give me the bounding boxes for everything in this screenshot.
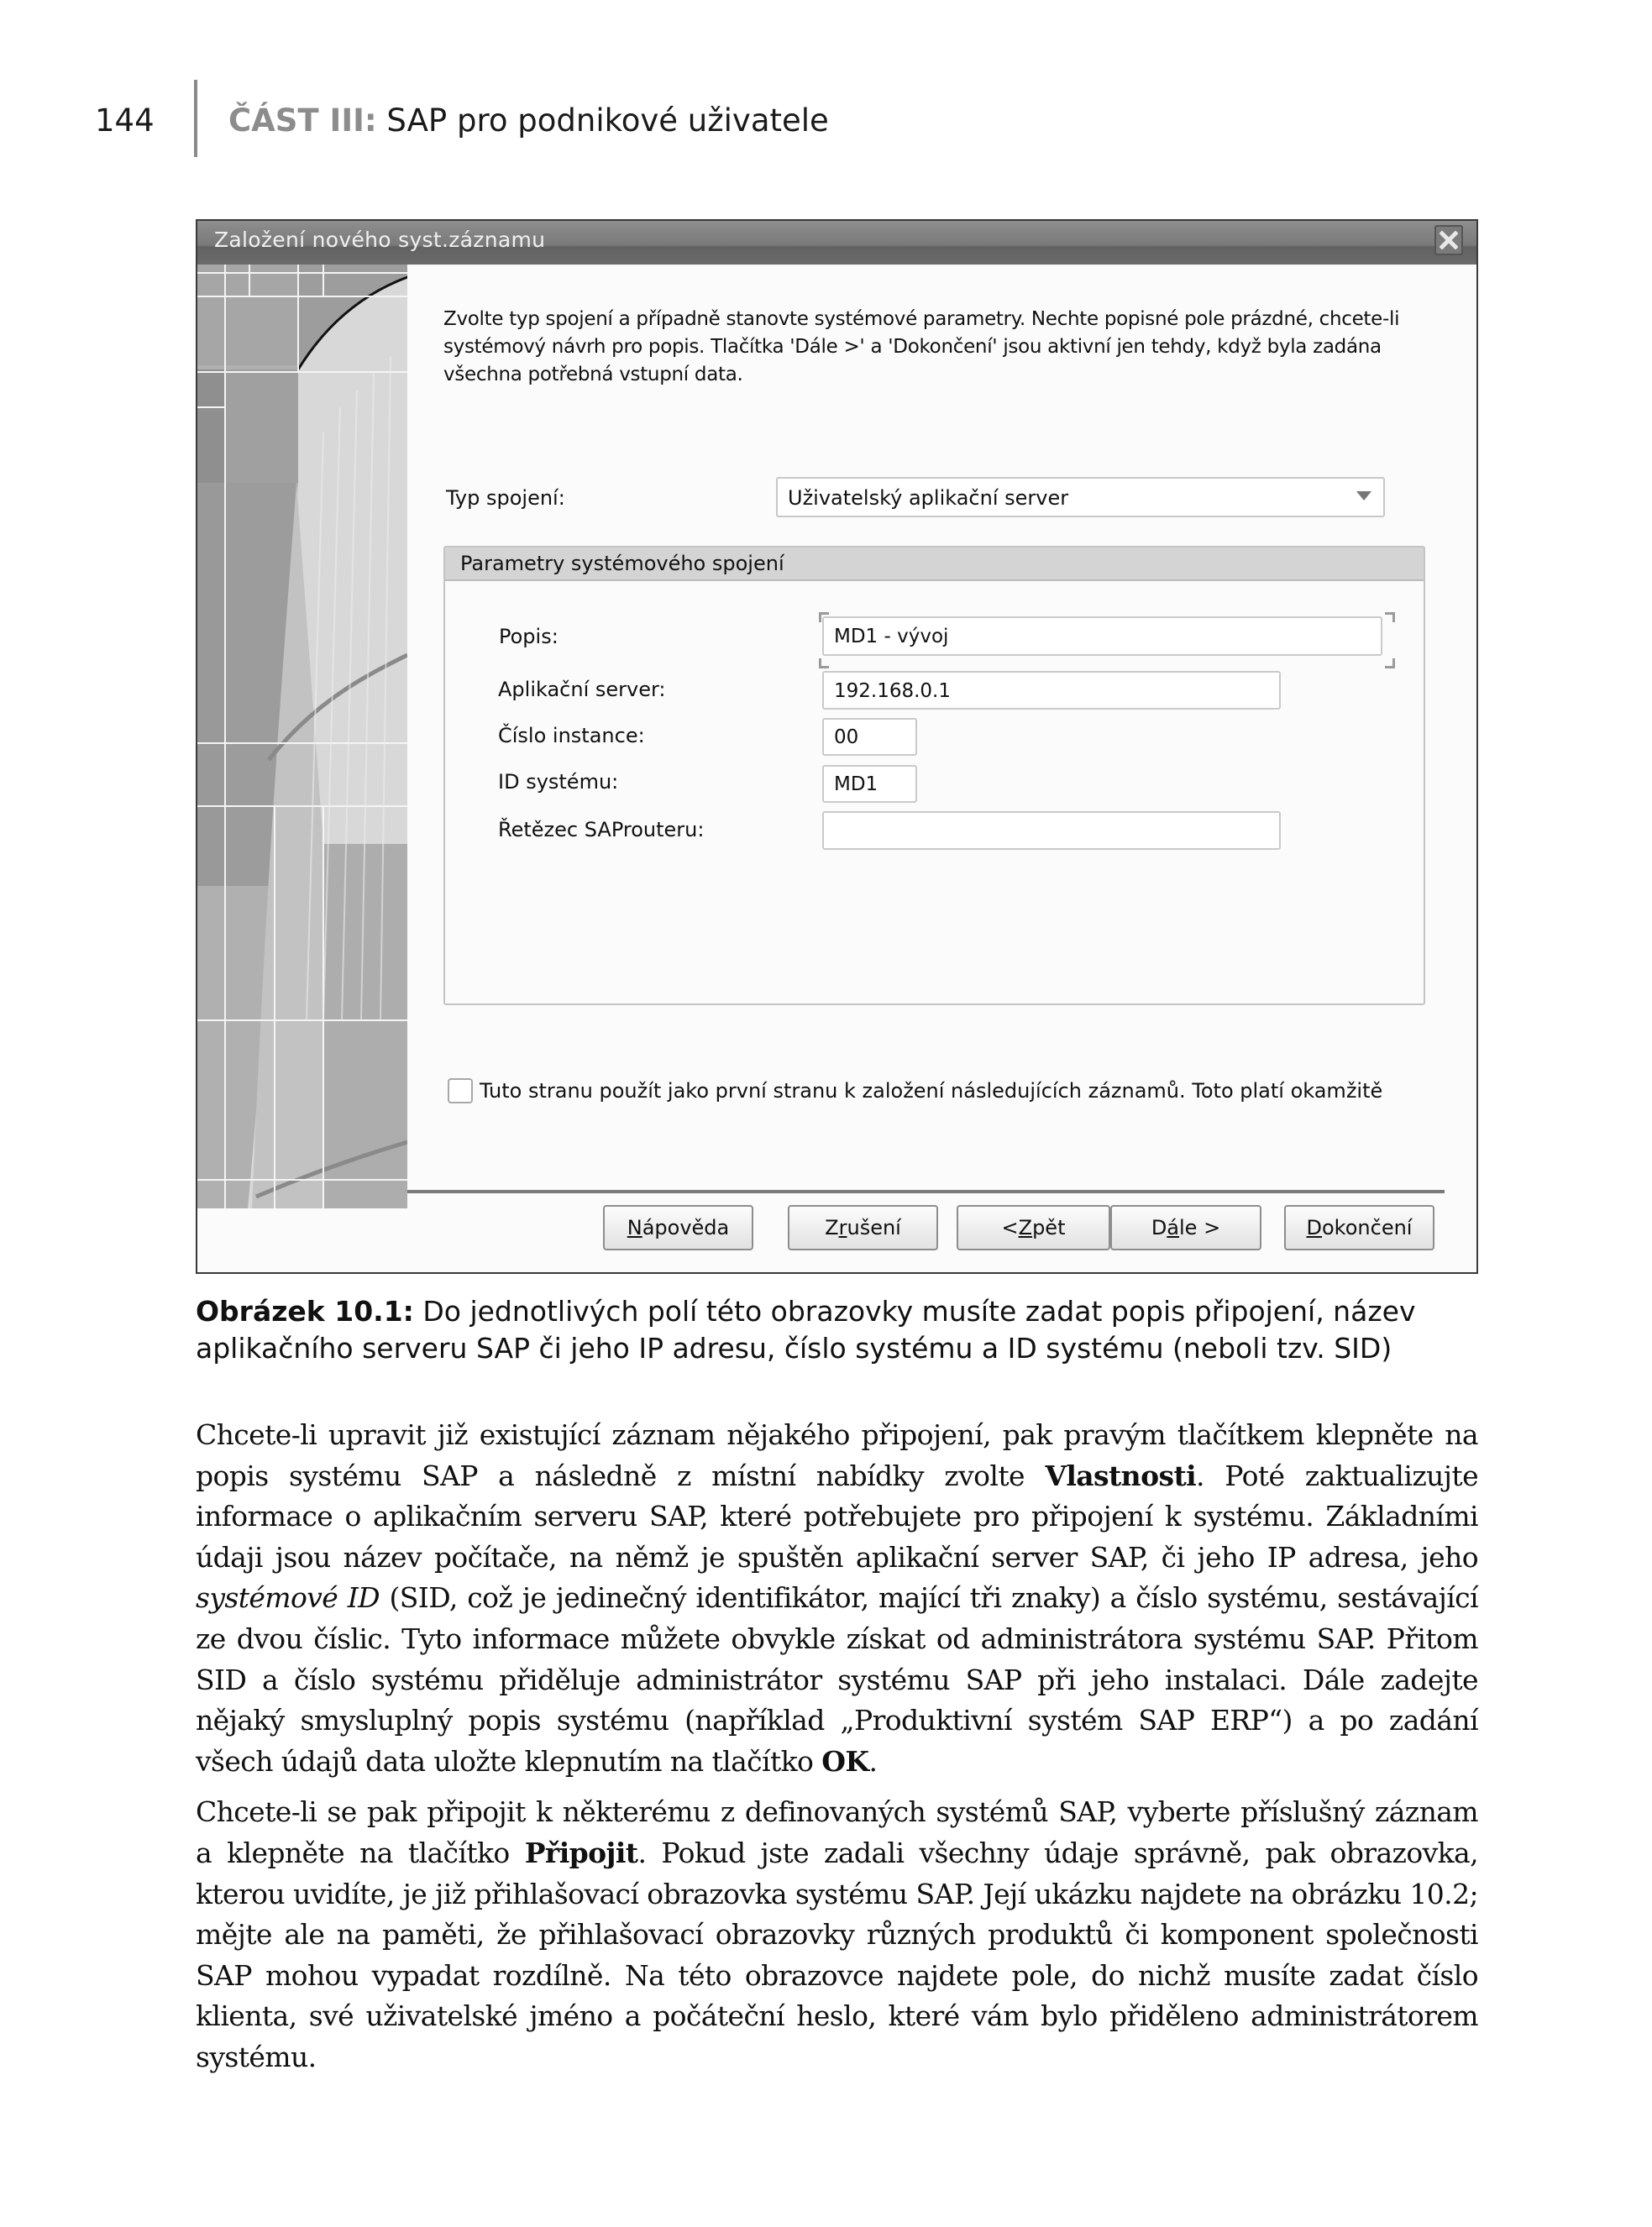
dialog-instructions: Zvolte typ spojení a případně stanovte systémové parametry. Nechte popisné pole prázdné, chcete-li systémový návrh pro popis. Tlačítka 'Dále >' a 'Dokončení' jsou aktivní jen tehdy, když byla zadána všechna potřebná vstupní data. [443, 308, 1400, 385]
figure-caption [196, 1293, 1478, 1367]
btn-text: okončení [1322, 1216, 1413, 1239]
btn-text: pět [1032, 1216, 1066, 1239]
back-button[interactable] [957, 1205, 1110, 1250]
text: . Pokud jste zadali všechny údaje správně, pak obrazovka, kterou uvidíte, je již přihlašovací obrazovka systému SAP. Její ukázku najdete na obrázku 10.2; mějte ale na paměti, že přihlašovací obrazovky různých produktů či komponent společnosti SAP mohou vypadat rozdílně. Na této obrazovce najdete pole, do nichž musíte zadat číslo klienta, své uživatelské jméno a počáteční heslo, které vám bylo přiděleno administrátorem systému. [196, 1836, 1478, 2073]
caption-text: Do jednotlivých polí této obrazovky musíte zadat popis připojení, název aplikačního serveru SAP či jeho IP adresu, číslo systému a ID systému (neboli tzv. SID) [196, 1295, 1416, 1365]
btn-text: le > [1179, 1216, 1221, 1239]
close-icon [1440, 231, 1458, 249]
btn-text: Z [825, 1216, 839, 1239]
app-server-value: 192.168.0.1 [834, 680, 951, 702]
bold-term: OK [821, 1744, 869, 1778]
part-label: ČÁST III: [228, 102, 377, 139]
dialog-title: Založení nového syst.záznamu [214, 228, 546, 252]
instance-number-field[interactable] [822, 718, 917, 756]
description-field[interactable] [822, 616, 1382, 656]
paragraph-2 [196, 1792, 1478, 2078]
text: . Poté zaktualizujte informace o aplikačním serveru SAP, které potřebujete pro připojení k systému. Základními údaji jsou název počítače, na němž je spuštěn aplikační server SAP, či jeho IP adresa, jeho [196, 1459, 1478, 1574]
btn-mnemonic: á [1167, 1216, 1180, 1239]
running-head [228, 102, 829, 139]
btn-mnemonic: D [1306, 1216, 1322, 1239]
group-title: Parametry systémového spojení [460, 552, 784, 575]
wizard-side-image [197, 265, 407, 1208]
app-server-field[interactable] [822, 671, 1281, 710]
saprouter-field[interactable] [822, 811, 1281, 850]
chevron-down-icon[interactable] [1356, 491, 1371, 500]
body-text [196, 1415, 1478, 2088]
finish-button[interactable] [1284, 1205, 1434, 1250]
focus-corner-bl [819, 658, 829, 668]
close-button[interactable] [1434, 225, 1463, 255]
bold-term: Vlastnosti [1045, 1459, 1197, 1492]
use-as-first-page-checkbox[interactable] [448, 1078, 473, 1103]
text: (SID, což je jedinečný identifikátor, mající tři znaky) a číslo systému, sestávající ze dvou číslic. Tyto informace můžete obvykle získat od administrátora systému SAP. Přitom SID a číslo systému přiděluje administrátor systému SAP při jeho instalaci. Dále zadejte nějaký smysluplný popis systému (například „Produktivní systém SAP ERP“) a po zadání všech údajů data uložte klepnutím na tlačítko [196, 1581, 1478, 1778]
text: Chcete-li se pak připojit k některému z definovaných systémů SAP, vyberte příslušný záznam a klepněte na tlačítko [196, 1795, 1478, 1869]
instance-number-value: 00 [834, 726, 859, 748]
app-server-label: Aplikační server: [498, 678, 666, 701]
btn-mnemonic: N [627, 1216, 642, 1239]
next-button[interactable] [1110, 1205, 1261, 1250]
description-label: Popis: [499, 625, 559, 648]
system-id-value: MD1 [834, 773, 878, 795]
bold-term: Připojit [524, 1836, 638, 1869]
group-header [445, 548, 1424, 581]
btn-text: D [1151, 1216, 1167, 1239]
text: Chcete-li upravit již existující záznam nějakého připojení, pak pravým tlačítkem klepněte na popis systému SAP a následně z místní nabídky zvolte [196, 1418, 1478, 1492]
italic-term: systémové ID [196, 1581, 380, 1615]
connection-type-value: Uživatelský aplikační server [788, 486, 1069, 510]
description-value: MD1 - vývoj [834, 626, 949, 647]
page-number: 144 [95, 102, 155, 139]
system-id-field[interactable] [822, 765, 917, 803]
header-divider [194, 80, 197, 157]
btn-text: ápověda [642, 1216, 730, 1239]
cancel-button[interactable] [788, 1205, 938, 1250]
new-system-entry-dialog [196, 219, 1478, 1274]
part-title: SAP pro podnikové uživatele [376, 102, 829, 139]
saprouter-label: Řetězec SAProuteru: [498, 818, 705, 841]
building-graphic-icon [197, 265, 407, 1208]
btn-mnemonic: r [838, 1216, 847, 1239]
focus-corner-tr [1385, 612, 1395, 622]
caption-label: Obrázek 10.1: [196, 1295, 414, 1328]
btn-text: ušení [847, 1216, 901, 1239]
focus-corner-br [1385, 658, 1395, 668]
btn-mnemonic: Z [1018, 1216, 1033, 1239]
paragraph-1 [196, 1415, 1478, 1782]
connection-type-label: Typ spojení: [446, 486, 565, 510]
help-button[interactable] [603, 1205, 753, 1250]
dialog-titlebar[interactable] [197, 221, 1476, 265]
instance-number-label: Číslo instance: [498, 724, 645, 747]
connection-type-dropdown[interactable] [776, 477, 1385, 517]
checkbox-label[interactable]: Tuto stranu použít jako první stranu k založení následujících záznamů. Toto platí okamžitě [480, 1079, 1383, 1103]
footer-divider [407, 1190, 1445, 1193]
system-id-label: ID systému: [498, 770, 619, 794]
text: . [868, 1744, 878, 1778]
btn-text: < [1001, 1216, 1019, 1239]
